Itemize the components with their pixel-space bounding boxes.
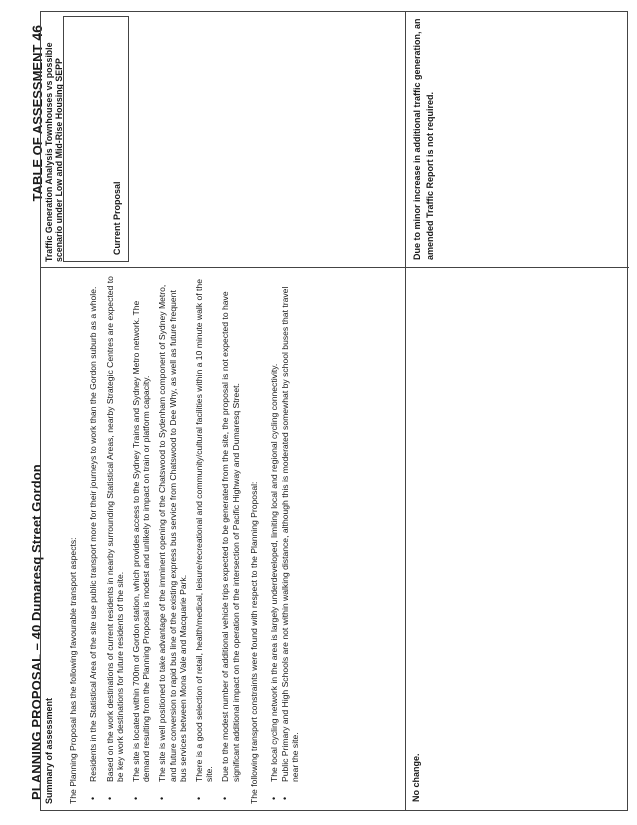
- list-item: • The local cycling network in the area is largely underdeveloped, limiting local and regional cycling connectivity.: [269, 363, 280, 800]
- bullet-icon: •: [194, 796, 205, 800]
- bullet-icon: •: [157, 796, 168, 800]
- page-number: 46: [29, 25, 45, 41]
- traffic-response: Due to minor increase in additional traffic generation, an amended Traffic Report is not required.: [412, 18, 435, 260]
- list-item: • Based on the work destinations of current residents in nearby surrounding Statistical Areas, nearby Strategic Centres are expected to be key work destinations for future residents of the site.: [104, 276, 125, 800]
- list-item: • Due to the modest number of additional vehicle trips expected to be generated from the site, the proposal is not expected to have significant additional impact on the operation of the intersection of Pacific Highway and Dumaresq Street.: [220, 291, 241, 800]
- bullet-icon: •: [88, 796, 99, 800]
- summary-cell: [41, 268, 405, 810]
- list-item: • Residents in the Statistical Area of the site use public transport more for their journeys to work than the Gordon suburb as a whole.: [88, 286, 99, 800]
- current-proposal-label: Current Proposal: [112, 181, 122, 255]
- constraints-list: [269, 276, 301, 804]
- list-item: • There is a good selection of retail, health/medical, leisure/recreational and community/cultural facilities within a 10 minute walk of the site.: [194, 279, 215, 800]
- traffic-heading: Traffic Generation Analysis Townhouses vs possible scenario under Low and Mid-Rise Housing SEPP: [44, 42, 64, 262]
- summary-response: No change.: [411, 753, 421, 802]
- bullet-icon: •: [220, 796, 231, 800]
- assessment-table: [40, 11, 628, 811]
- document-title: PLANNING PROPOSAL – 40 Dumaresq Street Gordon: [29, 464, 44, 800]
- summary-response-cell: [405, 268, 629, 810]
- summary-heading: Summary of assessment: [44, 697, 54, 804]
- list-item: • The site is well positioned to take advantage of the imminent opening of the Chatswood to Sydenham component of Sydney Metro, and future conversion to rapid bus line of the existing express bus service from Chatswood to Dee Why, as well as future frequent bus services between Mona Vale and Macquarie Park.: [157, 284, 188, 800]
- favourable-list: [88, 276, 240, 804]
- traffic-response-cell: [405, 10, 629, 268]
- bullet-icon: •: [269, 796, 280, 800]
- section-title: TABLE OF ASSESSMENT: [30, 44, 45, 202]
- traffic-analysis-cell: [41, 10, 405, 268]
- bullet-icon: •: [280, 796, 291, 800]
- summary-intro: The Planning Proposal has the following favourable transport aspects:: [68, 537, 79, 804]
- bullet-icon: •: [131, 796, 142, 800]
- list-item: • The site is located within 700m of Gordon station, which provides access to the Sydney Trains and Sydney Metro network. The demand resulting from the Planning Proposal is modest and unlikely to impact on train or platform capacity.: [131, 300, 152, 800]
- traffic-inner-table: [63, 16, 129, 262]
- list-item: • Public Primary and High Schools are not within walking distance, although this is moderated somewhat by school buses that travel near the site.: [280, 286, 301, 800]
- bullet-icon: •: [104, 796, 115, 800]
- constraints-intro: The following transport constraints were found with respect to the Planning Proposal:: [248, 481, 259, 804]
